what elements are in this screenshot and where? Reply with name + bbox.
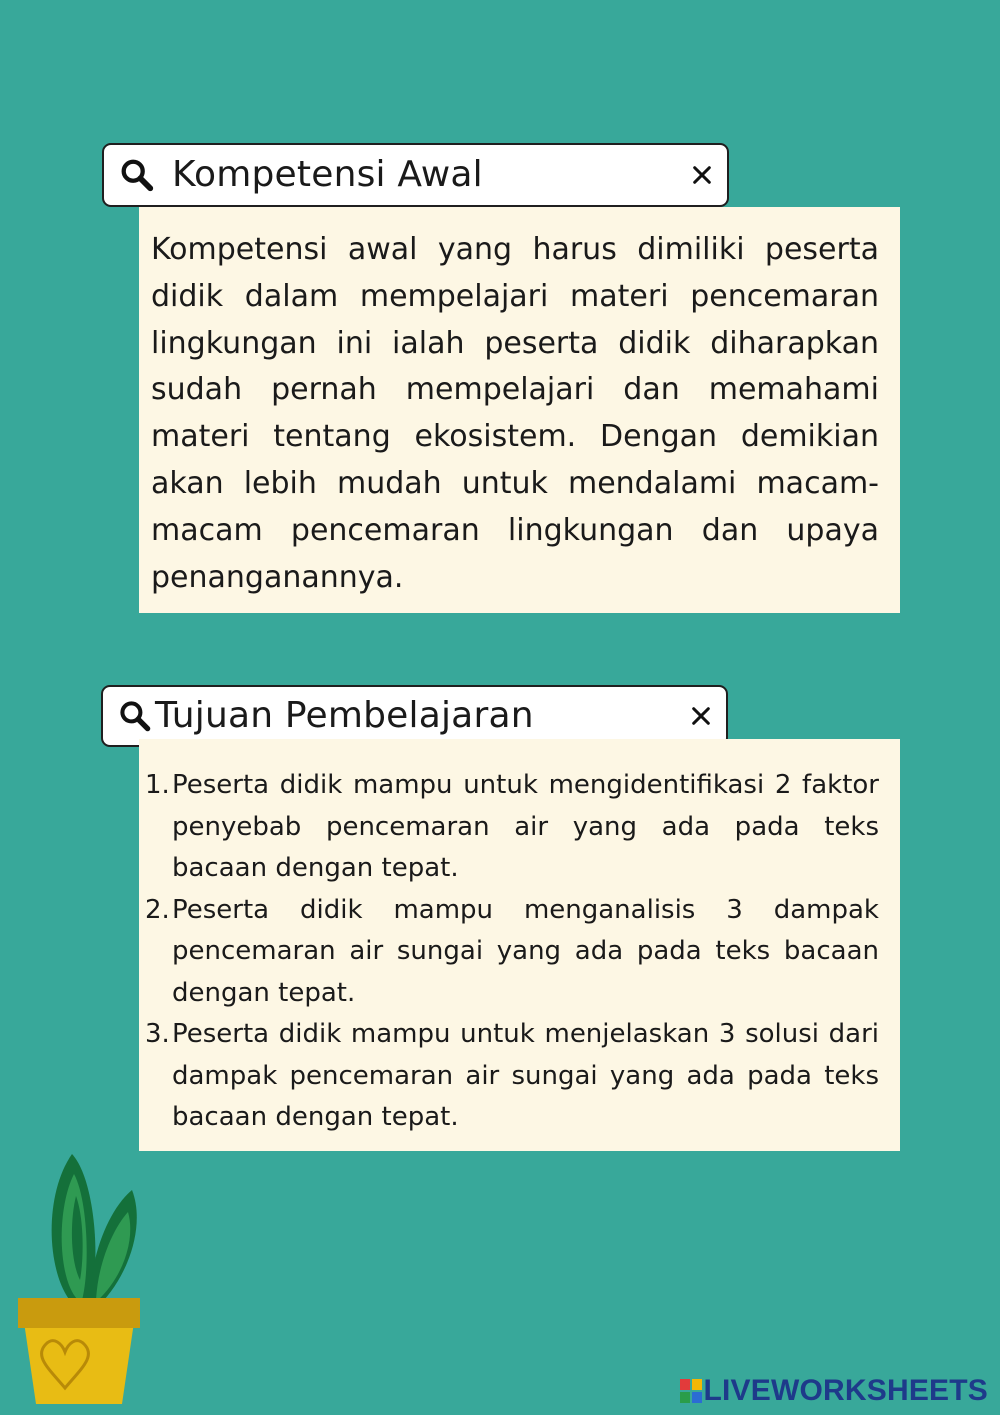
section-title-tujuan-pembelajaran: Tujuan Pembelajaran	[155, 695, 534, 736]
list-item-text: Peserta didik mampu untuk mengidentifikasi 2 faktor penyebab pencemaran air yang ada pada teks bacaan dengan tepat.	[172, 770, 879, 883]
list-item-text: Peserta didik mampu menganalisis 3 dampak pencemaran air sungai yang ada pada teks bacaan dengan tepat.	[172, 894, 879, 1008]
list-item-number: 3.	[145, 1019, 170, 1049]
list-item-number: 1.	[145, 770, 170, 800]
learning-goals-list	[145, 765, 879, 1139]
kompetensi-awal-paragraph: Kompetensi awal yang harus dimiliki peserta didik dalam mempelajari materi pencemaran lingkungan ini ialah peserta didik diharapkan sudah pernah mempelajari dan memahami materi tentang ekosistem. Dengan demikian akan lebih mudah untuk mendalami macam-macam pencemaran lingkungan dan upaya penanganannya.	[151, 232, 879, 595]
search-bar-kompetensi-awal	[102, 143, 729, 207]
potted-plant-illustration	[10, 1140, 150, 1410]
search-icon	[117, 698, 153, 734]
list-item	[145, 765, 879, 890]
panel-tujuan-pembelajaran	[139, 739, 900, 1151]
panel-kompetensi-awal	[139, 207, 900, 613]
liveworksheets-watermark	[680, 1373, 989, 1409]
list-item-number: 2.	[145, 894, 170, 925]
search-icon	[118, 156, 156, 194]
yellow-pot	[18, 1298, 140, 1404]
list-item-text: Peserta didik mampu untuk menjelaskan 3 solusi dari dampak pencemaran air sungai yang ada pada teks bacaan dengan tepat.	[172, 1019, 879, 1132]
list-item	[145, 1014, 879, 1139]
liveworksheets-logo-icon	[680, 1379, 702, 1403]
cactus-leaves	[52, 1154, 137, 1310]
search-bar-tujuan-pembelajaran	[101, 685, 728, 747]
close-icon	[691, 164, 713, 186]
close-icon	[690, 705, 712, 727]
section-title-kompetensi-awal: Kompetensi Awal	[172, 154, 483, 195]
list-item	[145, 890, 879, 1015]
watermark-text: LIVEWORKSHEETS	[703, 1374, 988, 1407]
